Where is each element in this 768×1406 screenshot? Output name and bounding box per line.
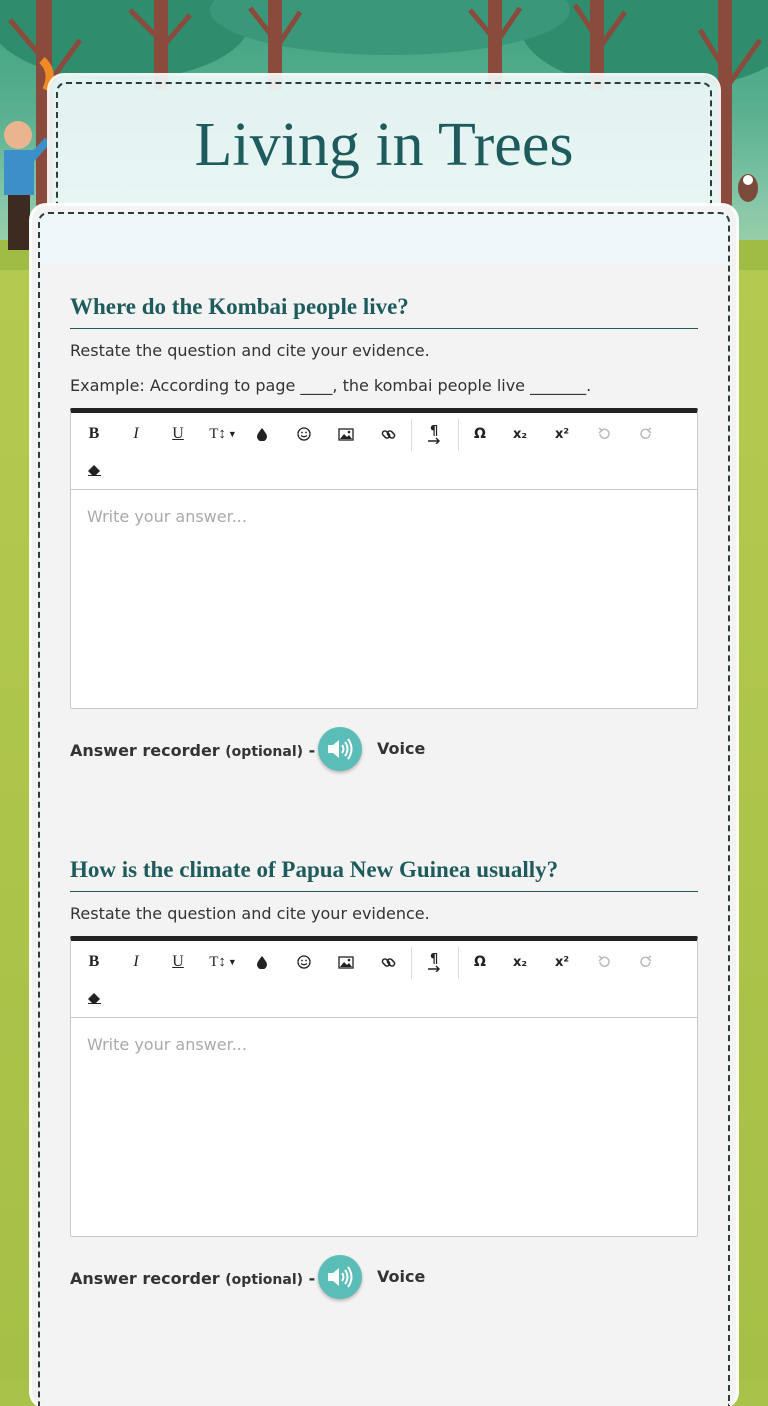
editor-toolbar: [71, 413, 697, 490]
answer-placeholder: Write your answer...: [87, 507, 247, 526]
special-character-button[interactable]: Ω: [474, 426, 486, 442]
answer-recorder: [70, 727, 698, 777]
bold-button[interactable]: B: [88, 425, 100, 442]
toolbar-separator: [458, 947, 459, 979]
svg-text:¶: ¶: [430, 424, 439, 439]
answer-input[interactable]: [71, 490, 697, 708]
font-size-label: T↕: [209, 425, 226, 442]
undo-icon[interactable]: [587, 947, 621, 977]
voice-label: Voice: [377, 739, 426, 758]
recorder-optional: (optional): [225, 1272, 304, 1288]
italic-button[interactable]: I: [133, 425, 139, 442]
underline-button[interactable]: U: [172, 425, 184, 442]
underline-button[interactable]: U: [172, 953, 184, 970]
toolbar-separator: [411, 947, 412, 979]
answer-recorder: [70, 1255, 698, 1305]
paragraph-direction-icon[interactable]: [417, 947, 451, 977]
font-size-label: T↕: [209, 953, 226, 970]
image-icon[interactable]: [329, 947, 363, 977]
image-icon[interactable]: [329, 419, 363, 449]
italic-button[interactable]: I: [133, 953, 139, 970]
editor-toolbar: [71, 941, 697, 1018]
toolbar-separator: [411, 419, 412, 451]
answer-placeholder: Write your answer...: [87, 1035, 247, 1054]
subscript-button[interactable]: x₂: [512, 426, 528, 442]
redo-icon[interactable]: [629, 419, 663, 449]
caret-down-icon: ▼: [227, 957, 237, 967]
superscript-button[interactable]: x²: [554, 954, 570, 970]
svg-text:¶: ¶: [430, 952, 439, 967]
text-color-icon[interactable]: [245, 419, 279, 449]
rich-text-editor: [70, 408, 698, 709]
answer-input[interactable]: [71, 1018, 697, 1236]
link-icon[interactable]: [371, 419, 405, 449]
eraser-icon[interactable]: [77, 455, 111, 485]
question-example: Example: According to page ____, the kombai people live _______.: [70, 376, 592, 395]
link-icon[interactable]: [371, 947, 405, 977]
recorder-label: [70, 741, 315, 760]
recorder-label-text: Answer recorder: [70, 741, 220, 760]
text-color-icon[interactable]: [245, 947, 279, 977]
question-title: How is the climate of Papua New Guinea usually?: [70, 857, 698, 892]
special-character-button[interactable]: Ω: [474, 954, 486, 970]
page-title: Living in Trees: [194, 111, 574, 179]
undo-icon[interactable]: [587, 419, 621, 449]
voice-record-button[interactable]: [318, 727, 362, 771]
question-instruction: Restate the question and cite your evidence.: [70, 904, 430, 923]
question-block-2: [70, 857, 698, 1305]
superscript-button[interactable]: x²: [554, 426, 570, 442]
question-block-1: [70, 294, 698, 777]
toolbar-separator: [458, 419, 459, 451]
speaker-icon: [326, 1265, 354, 1289]
rich-text-editor: [70, 936, 698, 1237]
voice-record-button[interactable]: [318, 1255, 362, 1299]
emoji-icon[interactable]: [287, 947, 321, 977]
recorder-label: [70, 1269, 315, 1288]
recorder-label-text: Answer recorder: [70, 1269, 220, 1288]
question-title: Where do the Kombai people live?: [70, 294, 698, 329]
recorder-dash: -: [308, 741, 316, 760]
recorder-dash: -: [308, 1269, 316, 1288]
paragraph-direction-icon[interactable]: [417, 419, 451, 449]
subscript-button[interactable]: x₂: [512, 954, 528, 970]
redo-icon[interactable]: [629, 947, 663, 977]
speaker-icon: [326, 737, 354, 761]
voice-label: Voice: [377, 1267, 426, 1286]
bold-button[interactable]: B: [88, 953, 100, 970]
eraser-icon[interactable]: [77, 983, 111, 1013]
recorder-optional: (optional): [225, 744, 304, 760]
question-instruction: Restate the question and cite your evidence.: [70, 341, 430, 360]
font-size-dropdown[interactable]: [203, 947, 243, 977]
emoji-icon[interactable]: [287, 419, 321, 449]
font-size-dropdown[interactable]: [203, 419, 243, 449]
caret-down-icon: ▼: [227, 429, 237, 439]
